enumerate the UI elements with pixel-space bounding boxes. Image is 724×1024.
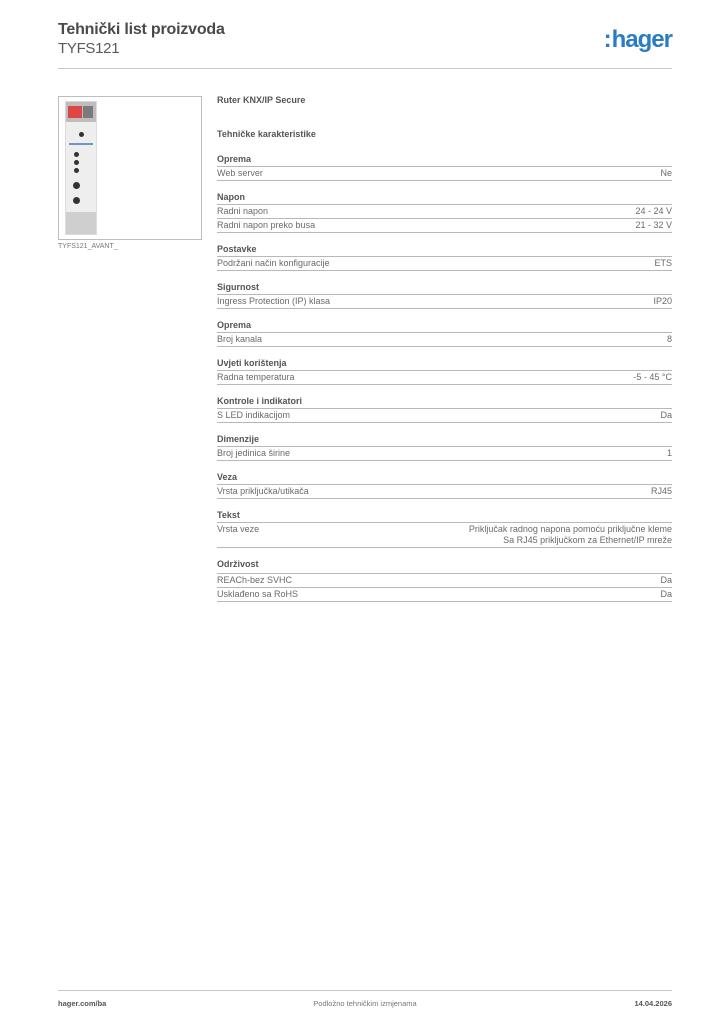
spec-value: Da [660,589,672,599]
logo-text: hager [611,26,672,53]
spec-label: Broj kanala [217,334,263,344]
document-title: Tehnički list proizvoda [58,21,225,38]
spec-row [217,167,672,181]
spec-row [217,574,672,588]
spec-label: Radni napon preko busa [217,220,316,230]
page-header [58,20,672,69]
spec-label: Usklađeno sa RoHS [217,589,299,599]
spec-value: 8 [666,334,672,344]
spec-label: Ingress Protection (IP) klasa [217,296,331,306]
spec-row [217,333,672,347]
group-title: Održivost [217,559,672,574]
spec-content [217,95,672,613]
device-led-icon [74,160,79,165]
device-led-icon [74,168,79,173]
group-title: Napon [217,192,672,205]
group-title: Uvjeti korištenja [217,358,672,371]
group-title: Tekst [217,510,672,523]
spec-row [217,257,672,271]
spec-value: Da [660,575,672,585]
spec-group-oprema [217,154,672,181]
device-din-clip [66,212,96,234]
knx-router-device-icon [65,101,97,235]
spec-label: Broj jedinica širine [217,448,291,458]
spec-row [217,295,672,309]
spec-label: Podržani način konfiguracije [217,258,330,268]
device-label-strip [69,143,93,145]
spec-value: -5 - 45 °C [633,372,672,382]
spec-value: 21 - 32 V [635,220,672,230]
spec-group-veza [217,472,672,499]
spec-group-sigurnost [217,282,672,309]
product-image [58,96,202,240]
spec-value: ETS [654,258,672,268]
spec-value-line: Priključak radnog napona pomoću priključne kleme [468,524,672,534]
spec-group-odrzivost [217,559,672,602]
spec-label: Vrsta priključka/utikača [217,486,309,496]
spec-label: S LED indikacijom [217,410,291,420]
device-gray-connector [83,106,93,118]
group-title: Oprema [217,154,672,167]
spec-group-uvjeti-koristenja [217,358,672,385]
spec-value-line: Sa RJ45 priključkom za Ethernet/IP mreže [503,535,672,545]
spec-value [469,524,672,546]
spec-value: Ne [660,168,672,178]
spec-row [217,588,672,602]
page-footer [58,990,672,1008]
spec-group-tekst [217,510,672,548]
spec-label: Web server [217,168,263,178]
footer-website-link[interactable]: hager.com/ba [58,999,107,1008]
spec-row [217,205,672,219]
group-title: Kontrole i indikatori [217,396,672,409]
spec-value: Da [660,410,672,420]
spec-row [217,409,672,423]
device-red-connector [68,106,82,118]
hager-logo [604,26,672,54]
footer-note: Podložno tehničkim izmjenama [313,999,417,1008]
device-port-icon [73,197,80,204]
group-title: Oprema [217,320,672,333]
spec-group-dimenzije [217,434,672,461]
group-title: Postavke [217,244,672,257]
product-code: TYFS121 [58,40,120,57]
spec-value: RJ45 [650,486,672,496]
group-title: Dimenzije [217,434,672,447]
spec-row [217,447,672,461]
section-title: Tehničke karakteristike [217,129,316,139]
product-name: Ruter KNX/IP Secure [217,95,306,105]
logo-colon-icon: : [603,26,611,53]
device-button-icon [79,132,84,137]
spec-label: Vrsta veze [217,524,260,534]
spec-value: 1 [666,448,672,458]
device-port-icon [73,182,80,189]
spec-group-kontrole [217,396,672,423]
footer-date: 14.04.2026 [634,999,672,1008]
group-title: Sigurnost [217,282,672,295]
spec-group-oprema-2 [217,320,672,347]
spec-label: Radni napon [217,206,269,216]
spec-row [217,485,672,499]
device-led-icon [74,152,79,157]
spec-row [217,219,672,233]
spec-row [217,523,672,548]
spec-value: 24 - 24 V [635,206,672,216]
image-caption: TYFS121_AVANT_ [58,243,118,250]
spec-value: IP20 [653,296,672,306]
spec-row [217,371,672,385]
spec-group-napon [217,192,672,233]
spec-label: REACh-bez SVHC [217,575,293,585]
group-title: Veza [217,472,672,485]
spec-group-postavke [217,244,672,271]
spec-label: Radna temperatura [217,372,295,382]
